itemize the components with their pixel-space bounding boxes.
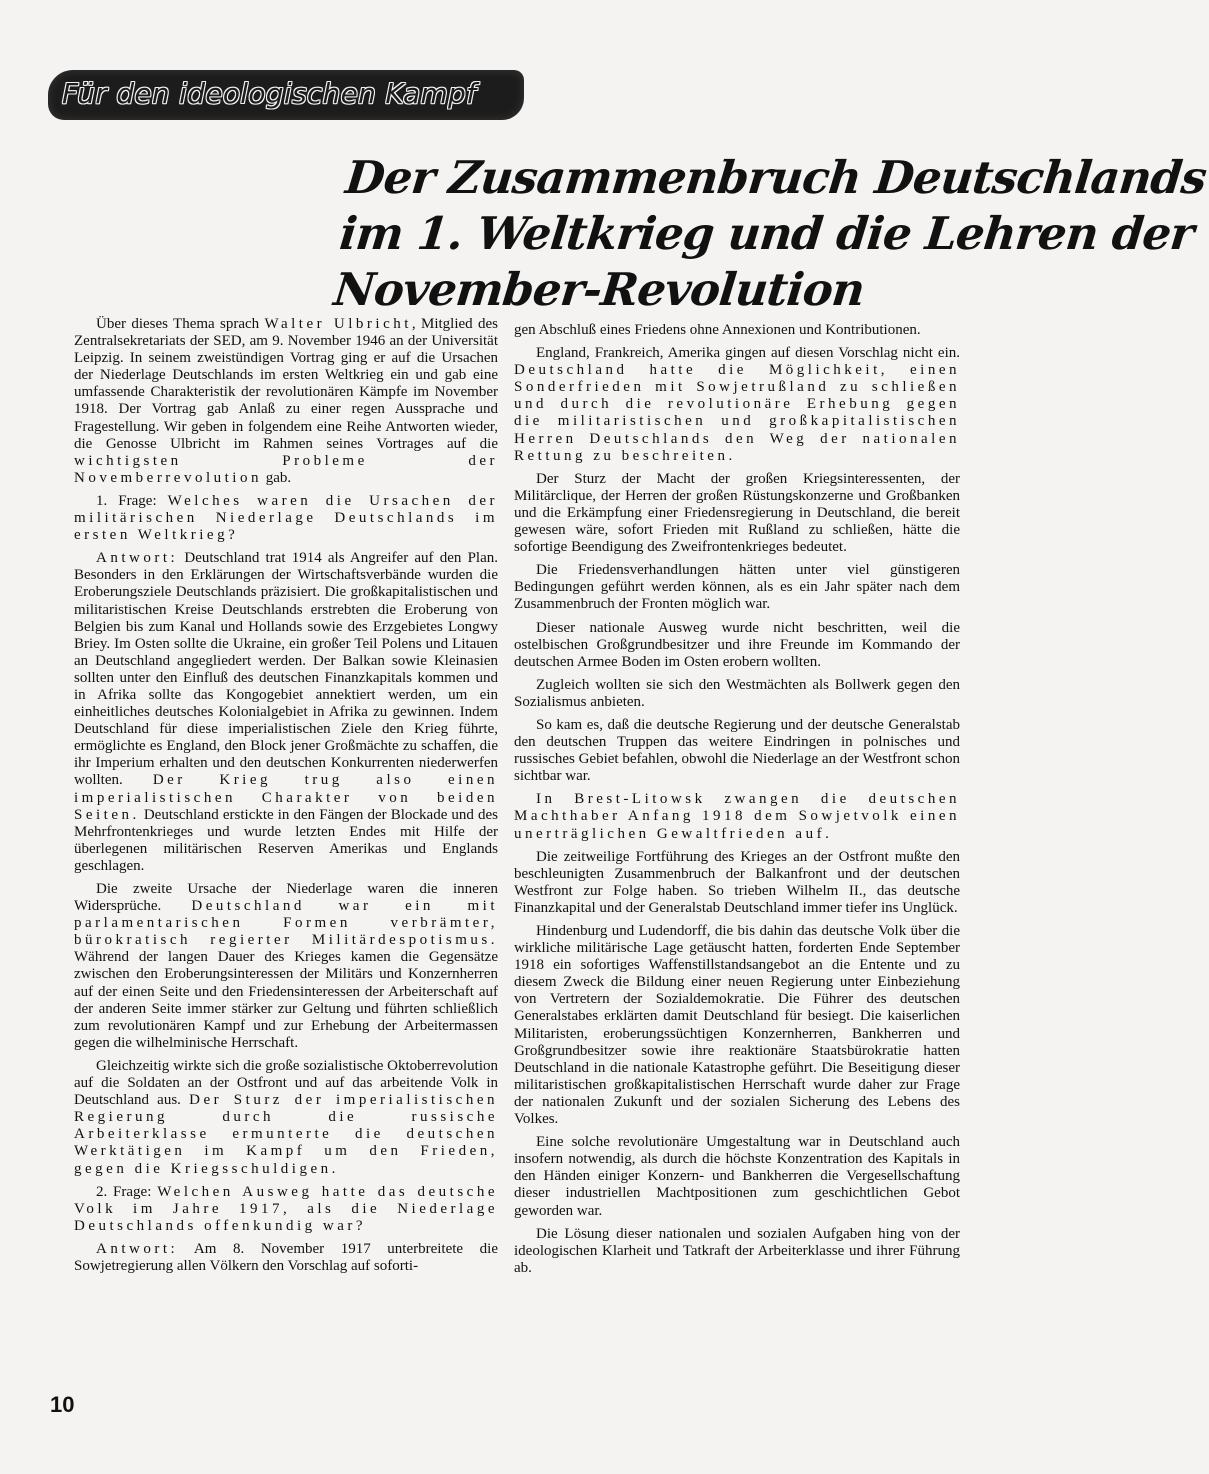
right-paragraph-8: In Brest-Litowsk zwangen die deutschen Machthaber Anfang 1918 dem Sowjetvolk einen unerträglichen Gewaltfrieden auf. [514,791,960,842]
right-paragraph-5: Dieser nationale Ausweg wurde nicht beschritten, weil die ostelbischen Großgrundbesitzer und ihre Freunde im Kommando der deutschen Armee Boden im Osten erobern wollten. [514,619,960,670]
answer-1-emphasis: Der Krieg trug also einen imperialistischen Charakter von beiden Seiten. [74,772,498,823]
question-1 [74,493,498,544]
paragraph-october-revolution [74,1058,498,1178]
headline-line-1: Der Zusammenbruch Deutschlands [343,151,1209,204]
question-1-text: Welches waren die Ursachen der militärischen Niederlage Deutschlands im ersten Weltkrieg? [74,492,498,544]
article-headline [331,150,1209,318]
page-number: 10 [50,1392,75,1417]
intro-emphasis: wichtigsten Probleme der Novemberrevolution [74,452,498,486]
right-paragraph-3: Der Sturz der Macht der großen Kriegsinteressenten, der Militärclique, der Herren der großen Rüstungskonzerne und Großbanken und die Erkämpfung einer Friedensregierung in Deutschland, die bereit gewesen wäre, sofort Frieden mit Rußland zu schließen, hätte die sofortige Beendigung des Zweifrontenkrieges bedeutet. [514,470,960,556]
right-paragraph-6: Zugleich wollten sie sich den Westmächten als Bollwerk gegen den Sozialismus anbieten. [514,676,960,710]
second-cause-text: Die zweite Ursache der Niederlage waren die inneren Widersprüche. [74,881,498,915]
paragraph-second-cause [74,881,498,1052]
question-1-label: 1. Frage: [96,492,168,509]
right-paragraph-2-text: England, Frankreich, Amerika gingen auf diesen Vorschlag nicht ein. [536,345,960,362]
right-paragraph-1: gen Abschluß eines Friedens ohne Annexionen und Kontributionen. [514,322,921,338]
right-paragraph-7: So kam es, daß die deutsche Regierung und der deutsche Generalstab den deutschen Truppen das weitere Eindringen in polnisches und russisches Gebiet befahlen, obwohl die Niederlage an der Westfront schon sichtbar war. [514,716,960,785]
right-paragraph-2-emphasis: Deutschland hatte die Möglichkeit, einen Sonderfrieden mit Sowjetrußland zu schließen und durch die revolutionäre Erhebung gegen die militaristischen und großkapitalistischen Herren Deutschlands den Weg der nationalen Rettung zu beschreiten. [514,362,960,464]
answer-1-label: Antwort: [96,550,179,567]
intro-text: Über dieses Thema sprach [96,316,265,332]
intro-text-cont: , Mitglied des Zentralsekretariats der SED, am 9. November 1946 an der Universität Leipzig. In seinem zweistündigen Vortrag ging er auf die Ursachen der Niederlage Deutschlands im ersten Weltkrieg ein und gab eine umfassende Charakteristik der revolutionären Kämpfe im November 1918. Der Vortrag gab Anlaß zu einer regen Aussprache und Fragestellung. Wir geben in folgendem eine Reihe Antworten wieder, die Genosse Ulbricht im Rahmen seines Vortrages auf die [74,316,498,452]
right-paragraph-12: Die Lösung dieser nationalen und sozialen Aufgaben hing von der ideologischen Klarheit und Tatkraft der Arbeiterklasse und ihrer Führung ab. [514,1225,960,1276]
answer-2 [74,1241,498,1275]
right-paragraph-4: Die Friedensverhandlungen hätten unter viel günstigeren Bedingungen geführt werden können, als es ein Jahr später nach dem Zusammenbruch der Fronten möglich war. [514,562,960,613]
answer-1-text: Deutschland trat 1914 als Angreifer auf den Plan. Besonders in den Erklärungen der Wirtschaftsverbände wurden die Eroberungsziele Deutschlands präzisiert. Die großkapitalistischen und militaristischen Kreise Deutschlands erstrebten die Eroberung von Belgien bis zum Kanal und Hollands sowie des Erzgebietes Longwy Briey. Im Osten sollte die Ukraine, ein großer Teil Polens und Litauen an Deutschland angegliedert werden. Der Balkan sowie Kleinasien sollten unter den Einfluß des deutschen Finanzkapitals kommen und in Afrika sollte das Kongogebiet annektiert werden, um ein einheitliches deutsches Kolonialgebiet in Afrika zu gewinnen. Indem Deutschland für diese imperialistischen Ziele den Krieg führte, ermöglichte es England, den Block jener Großmächte zu schaffen, die ihr Imperium erhalten und den deutschen Konkurrenten niederwerfen wollten. [74,550,498,789]
second-cause-emphasis: Deutschland war ein mit parlamentarischen Formen verbrämter, bürokratisch regierter Militärdespotismus. [74,898,498,949]
right-paragraph-9: Die zeitweilige Fortführung des Krieges an der Ostfront mußte den beschleunigten Zusammenbruch der Balkanfront und der deutschen Westfront zur Folge haben. So trieben Wilhelm II., das deutsche Finanzkapital und der Generalstab Deutschland immer tiefer ins Unglück. [514,848,960,916]
headline-line-3: November-Revolution [331,263,867,316]
right-paragraph-11: Eine solche revolutionäre Umgestaltung war in Deutschland auch insofern notwendig, als durch die höchste Konzentration des Kapitals in den Händen einiger Konzern- und Bankherren die Vergesellschaftung dieser industriellen Machtpositionen zum geschichtlichen Gebot geworden war. [514,1134,960,1219]
question-2-label: 2. Frage: [96,1183,158,1200]
question-2 [74,1184,498,1235]
right-paragraph-2 [514,345,960,465]
answer-2-text: Am 8. November 1917 unterbreitete die Sowjetregierung allen Völkern den Vorschlag auf soforti- [74,1240,498,1274]
section-banner-label: Für den ideologischen Kampf [62,77,477,110]
intro-text-end: gab. [261,469,292,486]
left-column [74,316,498,1281]
right-column [514,322,960,1283]
intro-paragraph [74,316,498,487]
answer-1 [74,550,498,875]
answer-1-tail: Deutschland erstickte in den Fängen der Blockade und des Mehrfrontenkrieges und wurde letzten Endes mit Hilfe der überlegenen militärischen Reserven Amerikas und Englands geschlagen. [74,806,498,874]
october-text: Gleichzeitig wirkte sich die große sozialistische Oktoberrevolution auf die Soldaten an der Ostfront und auf das arbeitende Volk in Deutschland aus. [74,1057,498,1109]
right-paragraph-10: Hindenburg und Ludendorff, die bis dahin das deutsche Volk über die wirkliche militärische Lage getäuscht hatten, forderten Ende September 1918 ein sofortiges Waffenstillstandsangebot an die Entente und zu diesem Zweck die Bildung einer neuen Regierung unter Einbeziehung von Vertretern der Sozialdemokratie. Die Führer des deutschen Generalstabes erklärten damit Deutschland für besiegt. Die kaiserlichen Militaristen, eroberungssüchtigen Konzernherren, Bankherren und Großgrundbesitzer sowie ihre reaktionäre Staatsbürokratie hatten Deutschland in die nationale Katastrophe geführt. Die Beseitigung dieser militaristischen großkapitalistischen Herrschaft wurde daher zur Frage der nationalen Zukunft und der sozialen Sicherung des Lebens des Volkes. [514,923,960,1128]
second-cause-tail: Während der langen Dauer des Krieges kamen die Gegensätze zwischen den Eroberungsinteressen der Militärs und Konzernherren auf der einen Seite und den Friedensinteressen der Arbeiterschaft auf der anderen Seite immer stärker zur Geltung und führten schließlich zum revolutionären Kampf und zur Erhebung der Arbeitermassen gegen die wilhelminische Herrschaft. [74,949,498,1051]
speaker-name: Walter Ulbricht [264,316,412,332]
answer-2-label: Antwort: [96,1240,179,1257]
question-2-text: Welchen Ausweg hatte das deutsche Volk im Jahre 1917, als die Niederlage Deutschlands offenkundig war? [74,1183,498,1234]
october-emphasis: Der Sturz der imperialistischen Regierung durch die russische Arbeiterklasse ermunterte die deutschen Werktätigen im Kampf um den Frieden, gegen die Kriegsschuldigen. [74,1092,498,1177]
headline-line-2: im 1. Weltkrieg und die Lehren der [337,207,1196,260]
section-banner [48,70,524,120]
